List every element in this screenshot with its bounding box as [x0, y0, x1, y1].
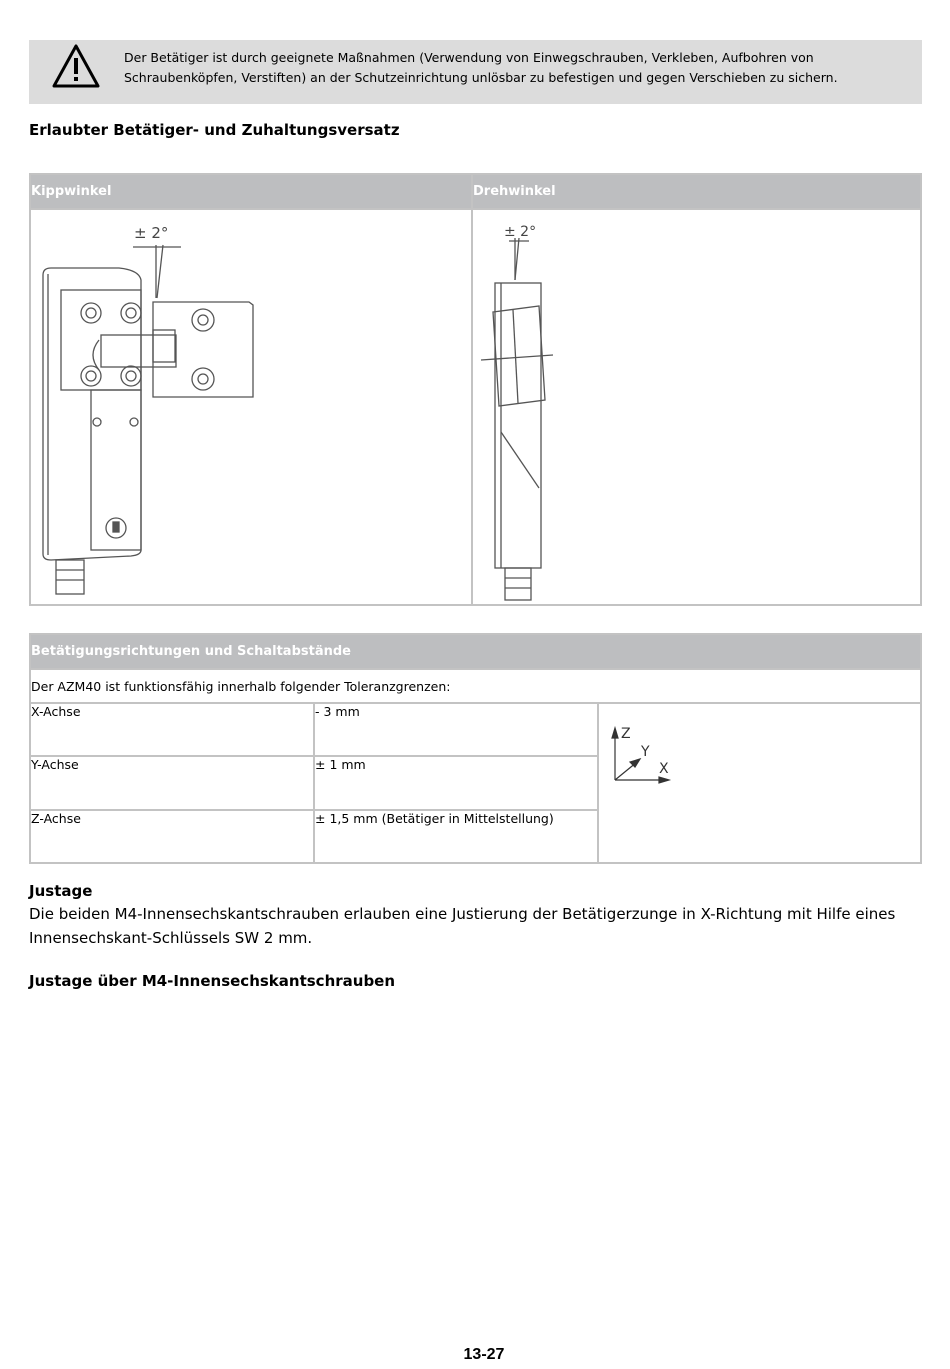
justage-text [29, 902, 922, 950]
justage-schrauben-heading: Justage über M4-Innensechskantschrauben [29, 972, 396, 990]
tolerance-intro: Der AZM40 ist funktionsfähig innerhalb folgender Toleranzgrenzen: [30, 669, 921, 703]
betaetigung-table-header: Betätigungsrichtungen und Schaltabstände [30, 634, 921, 669]
axis-x-label: X [659, 761, 669, 777]
axis-label-y: Y-Achse [30, 756, 314, 809]
column-header-kippwinkel: Kippwinkel [30, 174, 472, 209]
page-number: 13-27 [463, 1346, 505, 1363]
section-heading-versatz: Erlaubter Betätiger- und Zuhaltungsversatz [29, 121, 400, 139]
axis-value-x: - 3 mm [314, 703, 598, 756]
kippwinkel-drawing [31, 210, 471, 604]
dreh-angle-label: ± 2° [504, 224, 537, 240]
kipp-angle-label: ± 2° [134, 224, 169, 242]
drehwinkel-drawing [473, 210, 913, 604]
column-header-drehwinkel: Drehwinkel [472, 174, 921, 209]
drehwinkel-drawing-cell [472, 209, 921, 605]
axis-diagram-cell [598, 703, 921, 863]
axis-z-label: Z [621, 726, 631, 742]
warning-text-line-2: Schraubenköpfen, Verstiften) an der Schutzeinrichtung unlösbar zu befestigen und gegen Verschieben zu sichern. [124, 70, 838, 85]
axis-value-y: ± 1 mm [314, 756, 598, 809]
kippwinkel-drawing-cell [30, 209, 472, 605]
warning-text [124, 48, 894, 88]
justage-heading: Justage [29, 882, 93, 900]
justage-text-line-1: Die beiden M4-Innensechskantschrauben erlauben eine Justierung der Betätigerzunge in X-Richtung mit Hilfe eines [29, 905, 896, 923]
axis-label-z: Z-Achse [30, 810, 314, 863]
axis-label-x: X-Achse [30, 703, 314, 756]
versatz-table [29, 173, 922, 606]
axis-y-label: Y [641, 744, 650, 760]
warning-triangle-icon [51, 43, 101, 89]
warning-box [29, 40, 922, 104]
axis-diagram [599, 704, 891, 862]
axis-value-z: ± 1,5 mm (Betätiger in Mittelstellung) [314, 810, 598, 863]
justage-text-line-2: Innensechskant-Schlüssels SW 2 mm. [29, 929, 313, 947]
warning-text-line-1: Der Betätiger ist durch geeignete Maßnahmen (Verwendung von Einwegschrauben, Verkleben, Aufbohren von [124, 50, 814, 65]
betaetigung-table [29, 633, 922, 864]
